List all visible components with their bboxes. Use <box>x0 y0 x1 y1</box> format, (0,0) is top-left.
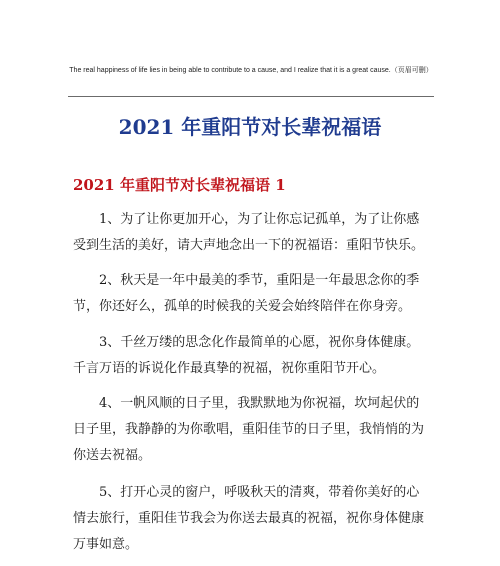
paragraph-3: 3、千丝万缕的思念化作最简单的心愿，祝你身体健康。千言万语的诉说化作最真挚的祝福，祝你重阳节开心。 <box>73 335 420 376</box>
page-header-quote: The real happiness of life lies in being able to contribute to a cause, and I realize that it is a great cause.（页眉可删） <box>69 67 433 74</box>
paragraph-2: 2、秋天是一年中最美的季节，重阳是一年最思念你的季节，你还好么，孤单的时候我的关爱会始终陪伴在你身旁。 <box>73 273 420 314</box>
paragraph-1: 1、为了让你更加开心，为了让你忘记孤单，为了让你感受到生活的美好，请大声地念出一下的祝福语：重阳节快乐。 <box>73 212 425 253</box>
header-divider <box>68 96 434 97</box>
paragraph-5: 5、打开心灵的窗户，呼吸秋天的清爽，带着你美好的心情去旅行，重阳佳节我会为你送去最真的祝福，祝你身体健康万事如意。 <box>73 485 425 552</box>
paragraph-4: 4、一帆风顺的日子里，我默默地为你祝福，坎坷起伏的日子里，我静静的为你歌唱，重阳佳节的日子里，我悄悄的为你送去祝福。 <box>73 396 425 463</box>
document-title: 2021 年重阳节对长辈祝福语 <box>118 115 382 139</box>
section-heading: 2021 年重阳节对长辈祝福语 1 <box>73 176 286 194</box>
